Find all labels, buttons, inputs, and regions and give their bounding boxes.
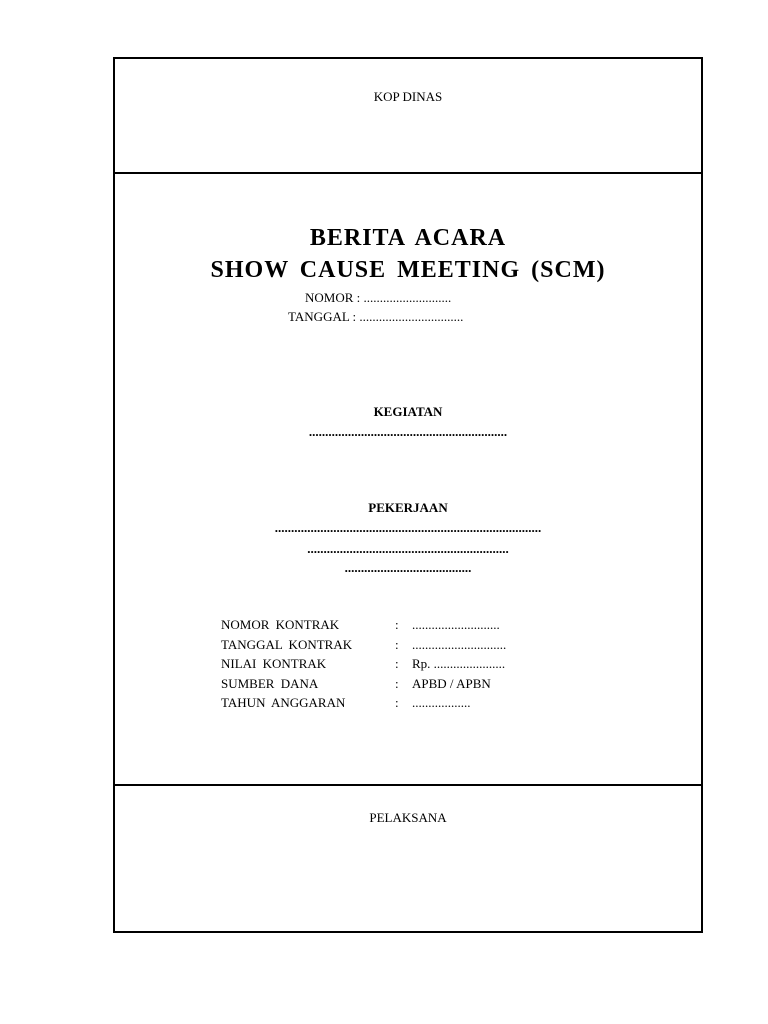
contract-row <box>221 654 612 674</box>
pekerjaan-label: PEKERJAAN <box>368 500 448 515</box>
pekerjaan-blank-3: ....................................... <box>344 560 472 575</box>
footer-divider <box>115 784 701 786</box>
tanggal-field: TANGGAL : ................................ <box>288 309 464 324</box>
contract-row <box>221 615 612 635</box>
contract-row-value: .................. <box>412 695 471 710</box>
kegiatan-label: KEGIATAN <box>373 404 443 419</box>
contract-row <box>221 635 612 655</box>
pelaksana-label: PELAKSANA <box>369 810 447 825</box>
pekerjaan-blank-1: .................................................................................. <box>274 520 542 535</box>
contract-row-value: APBD / APBN <box>412 675 491 691</box>
contract-row-colon: : <box>395 617 399 632</box>
contract-row-label: NOMOR KONTRAK <box>221 617 340 632</box>
contract-row <box>221 693 612 713</box>
contract-row-colon: : <box>395 636 399 652</box>
header-divider <box>115 172 701 174</box>
kegiatan-blank: ............................................................. <box>308 424 508 439</box>
contract-row-label: TANGGAL KONTRAK <box>221 636 353 652</box>
contract-row-colon: : <box>395 675 399 691</box>
document-title: BERITA ACARA <box>309 225 507 251</box>
contract-row-value: Rp. ...................... <box>412 656 506 671</box>
contract-row-value: ........................... <box>412 617 500 632</box>
contract-row <box>221 674 612 694</box>
kop-dinas-header: KOP DINAS <box>373 89 443 104</box>
contract-row-colon: : <box>395 656 399 671</box>
contract-row-label: NILAI KONTRAK <box>221 656 327 671</box>
contract-row-value: ............................. <box>412 636 507 652</box>
contract-row-colon: : <box>395 695 399 710</box>
contract-row-label: SUMBER DANA <box>221 675 319 691</box>
nomor-field: NOMOR : ........................... <box>305 290 452 305</box>
contract-row-label: TAHUN ANGGARAN <box>221 695 346 710</box>
pekerjaan-blank-2: .............................................................. <box>307 541 509 556</box>
document-subtitle: SHOW CAUSE MEETING (SCM) <box>210 257 606 283</box>
document-frame <box>113 57 703 933</box>
contract-info-table <box>221 615 612 713</box>
